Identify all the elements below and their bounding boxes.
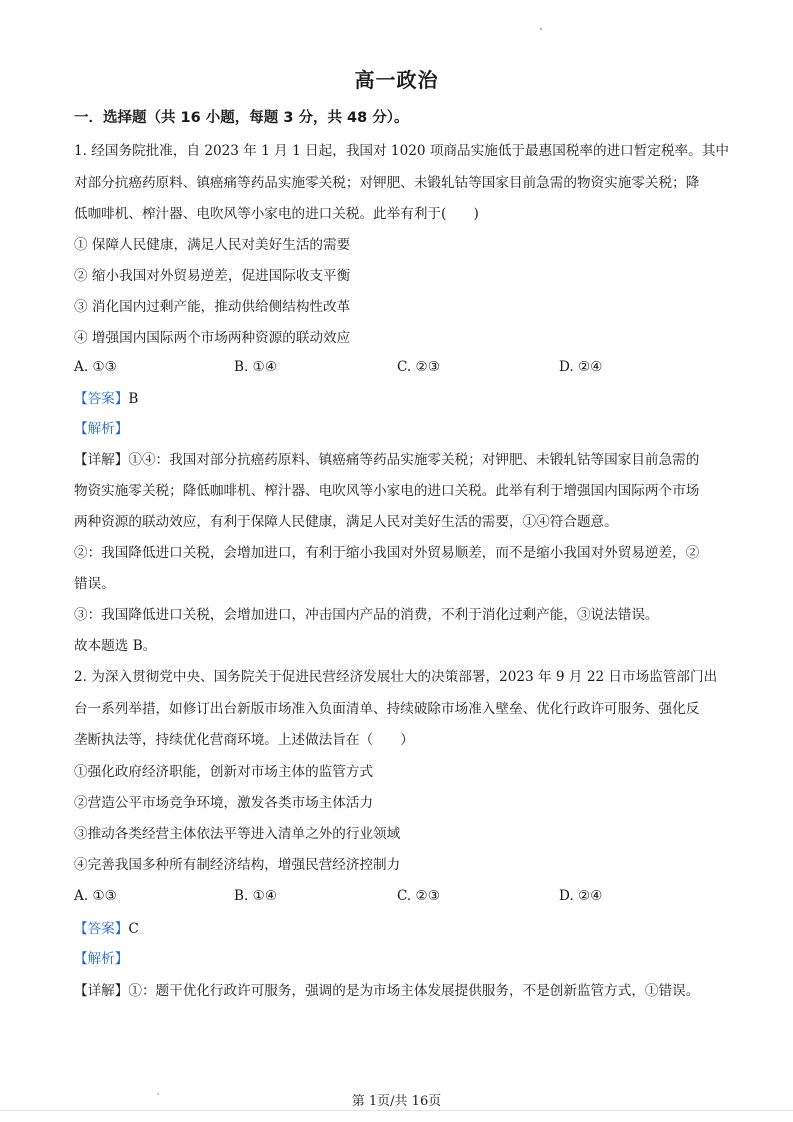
q1-detail-line: 错误。 bbox=[74, 576, 115, 592]
q2-stem-line: 台一系列举措，如修订出台新版市场准入负面清单、持续破除市场准入壁垒、优化行政许可服务、强化反 bbox=[74, 701, 700, 717]
section-heading: 一．选择题（共 16 小题，每题 3 分，共 48 分）。 bbox=[74, 110, 409, 126]
q1-stem-line: 低咖啡机、榨汁器、电吹风等小家电的进口关税。此举有利于( ) bbox=[74, 206, 479, 222]
q2-item: ②营造公平市场竞争环境，激发各类市场主体活力 bbox=[74, 795, 374, 811]
detail-tag: 【详解】 bbox=[74, 983, 129, 999]
q1-item: ④ 增强国内国际两个市场两种资源的联动效应 bbox=[74, 330, 351, 346]
q1-stem-line: 1. 经国务院批准，自 2023 年 1 月 1 日起，我国对 1020 项商品实施低于最惠国税率的进口暂定税率。其中 bbox=[74, 143, 729, 159]
q1-answer bbox=[74, 391, 138, 407]
analysis-tag: 【解析】 bbox=[74, 951, 129, 967]
q1-analysis bbox=[74, 421, 128, 437]
q2-detail-text: ①：题干优化行政许可服务，强调的是为市场主体发展提供服务，不是创新监管方式，①错误。 bbox=[128, 983, 700, 999]
q1-detail-line: ③：我国降低进口关税，会增加进口，冲击国内产品的消费，不利于消化过剩产能，③说法错误。 bbox=[74, 607, 659, 623]
q1-detail-line bbox=[74, 452, 699, 468]
q2-analysis bbox=[74, 951, 128, 967]
page-bottom-rule bbox=[0, 1110, 793, 1111]
page-title: 高一政治 bbox=[354, 68, 439, 92]
q1-detail-text: ①④：我国对部分抗癌药原料、镇癌痛等药品实施零关税；对钾肥、未锻轧钴等国家目前急需的 bbox=[128, 452, 700, 468]
q2-option-c: C. ②③ bbox=[397, 888, 440, 904]
q1-option-c: C. ②③ bbox=[397, 359, 440, 375]
q1-option-d: D. ②④ bbox=[559, 359, 603, 375]
q1-stem-line: 对部分抗癌药原料、镇癌痛等药品实施零关税；对钾肥、未锻轧钴等国家目前急需的物资实施零关税；降 bbox=[74, 175, 700, 191]
q1-detail-line: 物资实施零关税；降低咖啡机、榨汁器、电吹风等小家电的进口关税。此举有利于增强国内国际两个市场 bbox=[74, 483, 700, 499]
q1-detail-line: 两种资源的联动效应，有利于保障人民健康，满足人民对美好生活的需要，①④符合题意。 bbox=[74, 514, 618, 530]
q2-answer-value: C bbox=[128, 921, 139, 937]
q2-detail-line bbox=[74, 983, 699, 999]
scan-speck bbox=[540, 28, 542, 30]
q1-item: ② 缩小我国对外贸易逆差，促进国际收支平衡 bbox=[74, 268, 351, 284]
q1-detail-line: ②：我国降低进口关税，会增加进口，有利于缩小我国对外贸易顺差，而不是缩小我国对外贸易逆差，② bbox=[74, 545, 700, 561]
q1-option-b: B. ①④ bbox=[234, 359, 278, 375]
q2-item: ①强化政府经济职能，创新对市场主体的监管方式 bbox=[74, 764, 374, 780]
q2-stem-line: 垄断执法等，持续优化营商环境。上述做法旨在（ ） bbox=[74, 732, 414, 748]
detail-tag: 【详解】 bbox=[74, 452, 129, 468]
q1-detail-line: 故本题选 B。 bbox=[74, 638, 157, 654]
q2-answer bbox=[74, 921, 139, 937]
q2-option-b: B. ①④ bbox=[234, 888, 278, 904]
page-number: 第 1页/共 16页 bbox=[351, 1094, 442, 1109]
q2-item: ③推动各类经营主体依法平等进入清单之外的行业领域 bbox=[74, 826, 401, 842]
answer-tag: 【答案】 bbox=[74, 391, 129, 407]
q2-item: ④完善我国多种所有制经济结构，增强民营经济控制力 bbox=[74, 857, 401, 873]
analysis-tag: 【解析】 bbox=[74, 421, 129, 437]
q1-item: ③ 消化国内过剩产能，推动供给侧结构性改革 bbox=[74, 299, 351, 315]
q1-answer-value: B bbox=[128, 391, 139, 407]
q1-option-a: A. ①③ bbox=[74, 359, 117, 375]
q1-item: ① 保障人民健康，满足人民对美好生活的需要 bbox=[74, 237, 351, 253]
q2-option-d: D. ②④ bbox=[559, 888, 603, 904]
q2-stem-line: 2. 为深入贯彻党中央、国务院关于促进民营经济发展壮大的决策部署，2023 年 9 月 22 日市场监管部门出 bbox=[74, 669, 718, 685]
answer-tag: 【答案】 bbox=[74, 921, 129, 937]
q2-option-a: A. ①③ bbox=[74, 888, 117, 904]
